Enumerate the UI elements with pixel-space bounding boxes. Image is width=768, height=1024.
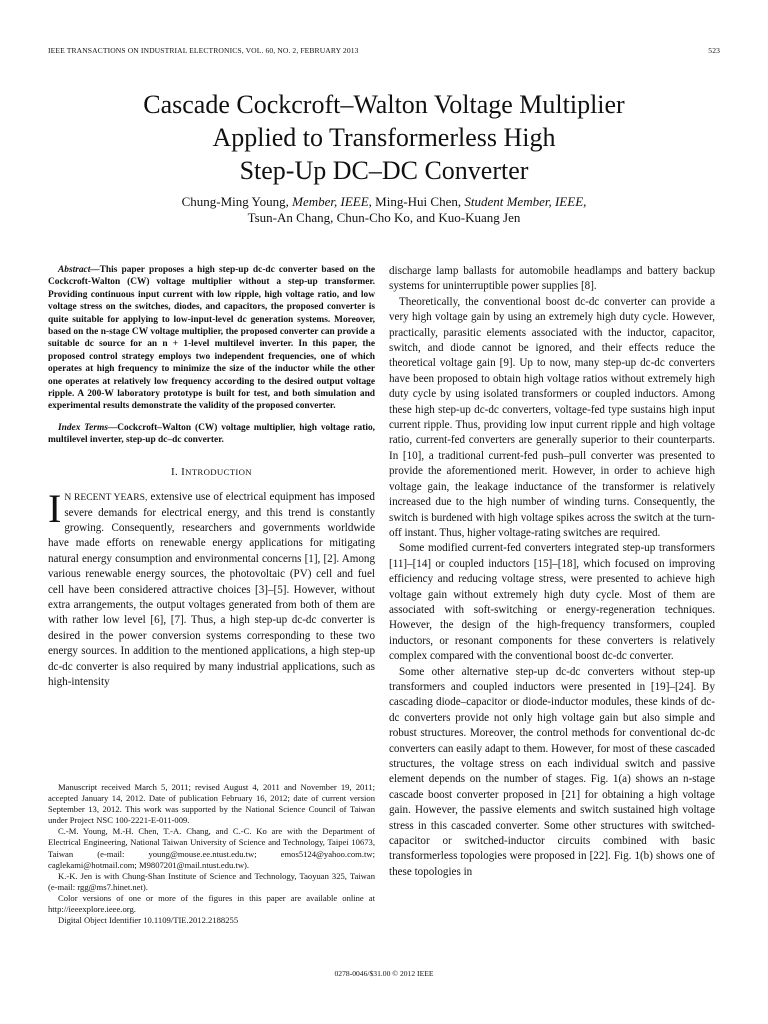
- footnotes: [48, 782, 375, 926]
- index-terms: [48, 422, 375, 447]
- abstract-text: —This paper proposes a high step-up dc-dc converter based on the Cockcroft-Walton (CW) voltage multiplier without a step-up transformer. Providing continuous input current with low ripple, high voltage ratio, and low voltage stress on the switches, diodes, and capacitors, the proposed converter is quite suitable for applying to low-input-level dc generation systems. Moreover, based on the n-stage CW voltage multiplier, the proposed converter can provide a suitable dc source for an n + 1-level multilevel inverter. In this paper, the proposed control strategy employs two independent frequencies, one of which operates at high frequency to minimize the size of the inductor while the other one operates at relatively low frequency according to the desired output voltage ripple. A 200-W laboratory prototype is built for test, and both simulation and experimental results demonstrate the validity of the proposed converter.: [48, 265, 375, 412]
- footnote-doi: Digital Object Identifier 10.1109/TIE.2012.2188255: [58, 915, 239, 926]
- footnote-manuscript: Manuscript received March 5, 2011; revised August 4, 2011 and November 19, 2011; accepted January 14, 2012. Date of publication February 16, 2012; date of current version September 13, 2012. This work was supported by the National Science Council of Taiwan under Project NSC 100-2221-E-011-009.: [48, 782, 375, 826]
- journal-name: IEEE TRANSACTIONS ON INDUSTRIAL ELECTRONICS, VOL. 60, NO. 2, FEBRUARY 2013: [48, 46, 359, 55]
- title-line-3: Step-Up DC–DC Converter: [239, 156, 529, 185]
- running-header: [48, 46, 720, 55]
- author-line-2: Tsun-An Chang, Chun-Cho Ko, and Kuo-Kuang Jen: [247, 210, 521, 225]
- section-title-rest: NTRODUCTION: [185, 466, 252, 477]
- section-heading-introduction: [48, 465, 375, 480]
- page-number: 523: [708, 46, 720, 55]
- intro-lead-caps: N RECENT YEARS,: [64, 492, 148, 504]
- title-line-1: Cascade Cockcroft–Walton Voltage Multiplier: [143, 90, 625, 119]
- right-paragraph-0: discharge lamp ballasts for automobile headlamps and battery backup systems for uninterruptible power supplies [8].: [389, 265, 715, 293]
- section-number: I.: [171, 465, 179, 478]
- footnote-affiliation-2: K.-K. Jen is with Chung-Shan Institute of Science and Technology, Taoyuan 325, Taiwan (e-mail: rgg@ms7.hinet.net).: [48, 870, 375, 892]
- intro-text: extensive use of electrical equipment has imposed severe demands for electrical energy, and this trend is constantly growing. Consequently, researchers and governments worldwide have made efforts on renewable energy applications for mitigating natural energy consumption and environmental concerns [1], [2]. Among various renewable energy sources, the photovoltaic (PV) cell and fuel cell have been considered attractive choices [3]–[5]. However, without extra arrangements, the output voltages generated from both of them are with rather low level [6], [7]. Thus, a high step-up dc-dc converter is desired in the power conversion systems corresponding to these two energy sources. In addition to the mentioned applications, a high step-up dc-dc converter is also required by many industrial applications, such as high-intensity: [48, 491, 375, 688]
- author-chen: , Ming-Hui Chen,: [368, 194, 462, 209]
- footnote-affiliation-1: C.-M. Young, M.-H. Chen, T.-A. Chang, and C.-C. Ko are with the Department of Electrical Engineering, National Taiwan University of Science and Technology, Taipei 10673, Taiwan (e-mail: young@mouse.ee.ntust.edu.tw; emos5124@yahoo.com.tw; caglekami@hotmail.com; M9807201@mail.ntust.edu.tw).: [48, 826, 375, 870]
- right-column: [389, 264, 715, 880]
- author-young: Chung-Ming Young,: [181, 194, 289, 209]
- footnote-color-versions: Color versions of one or more of the figures in this paper are available online at http://ieeexplore.ieee.org.: [48, 892, 375, 915]
- abstract: [48, 264, 375, 413]
- drop-cap: I: [48, 486, 62, 532]
- index-terms-text: —Cockcroft–Walton (CW) voltage multiplier, high voltage ratio, multilevel inverter, step-up dc–dc converter.: [48, 422, 375, 446]
- title-line-2: Applied to Transformerless High: [212, 123, 556, 152]
- right-paragraph-1: Theoretically, the conventional boost dc-dc converter can provide a very high voltage gain by using an extremely high duty cycle. However, practically, parasitic elements associated with the inductor, capacitor, switch, and diode cannot be ignored, and their effects reduce the theoretical voltage gain [9]. Up to now, many step-up dc-dc converters have been proposed to obtain high voltage ratios without extremely high duty cycle by using isolated transformers or coupled inductors. Among these high step-up dc-dc converters, voltage-fed type sustains high input current ripple. Thus, providing low input current ripple and high voltage ratio, current-fed converters are generally superior to their counterparts. In [10], a traditional current-fed push–pull converter was presented to provide the aforementioned merit. However, in order to achieve high voltage gain, the leakage inductance of the transformer is relatively increased due to the high number of winding turns. Consequently, the switch is burdened with high voltage spikes across the switch at the turn-off instant. Thus, higher voltage-rating switches are required.: [389, 295, 715, 539]
- author-young-role: Member, IEEE: [292, 194, 369, 209]
- copyright-footer: 0278-0046/$31.00 © 2012 IEEE: [334, 969, 434, 978]
- abstract-label: Abstract: [58, 265, 91, 275]
- left-column: [48, 264, 375, 690]
- section-title-first: I: [181, 465, 186, 478]
- author-list: [40, 194, 728, 226]
- author-line-1: [40, 194, 728, 210]
- author-chen-role: Student Member, IEEE: [464, 194, 584, 209]
- intro-paragraph: [48, 486, 375, 690]
- right-paragraph-2: Some modified current-fed converters integrated step-up transformers [11]–[14] or coupled inductors [15]–[18], which focused on improving efficiency and reducing voltage stress, were presented to achieve high voltage gain without extremely high duty cycle. Most of them are associated with soft-switching or energy-regeneration techniques. However, the design of the high-frequency transformers, coupled inductors, or resonant components for these converters is relatively complex compared with the conventional boost dc-dc converter.: [389, 542, 715, 663]
- paper-title: [40, 88, 728, 187]
- index-terms-label: Index Terms: [58, 422, 108, 433]
- author-sep: ,: [583, 194, 587, 209]
- right-paragraph-3: Some other alternative step-up dc-dc converters without step-up transformers and coupled inductors were presented in [19]–[24]. By cascading diode–capacitor or diode-inductor modules, these kinds of dc-dc converters provide not only high voltage gain but also simple and robust structures. Moreover, the control methods for conventional dc-dc converters can easily adapt to them. However, for most of these cascaded structures, the voltage stress on each individual switch and passive element depends on the number of stages. Fig. 1(a) shows an n-stage cascade boost converter proposed in [21] for obtaining a high voltage gain. However, the passive elements and switch sustained high voltage stress in this cascaded converter. Some other structures with switched-capacitor or switched-inductor circuits combined with basic transformerless topologies were proposed in [22]. Fig. 1(b) shows one of these topologies in: [389, 665, 715, 878]
